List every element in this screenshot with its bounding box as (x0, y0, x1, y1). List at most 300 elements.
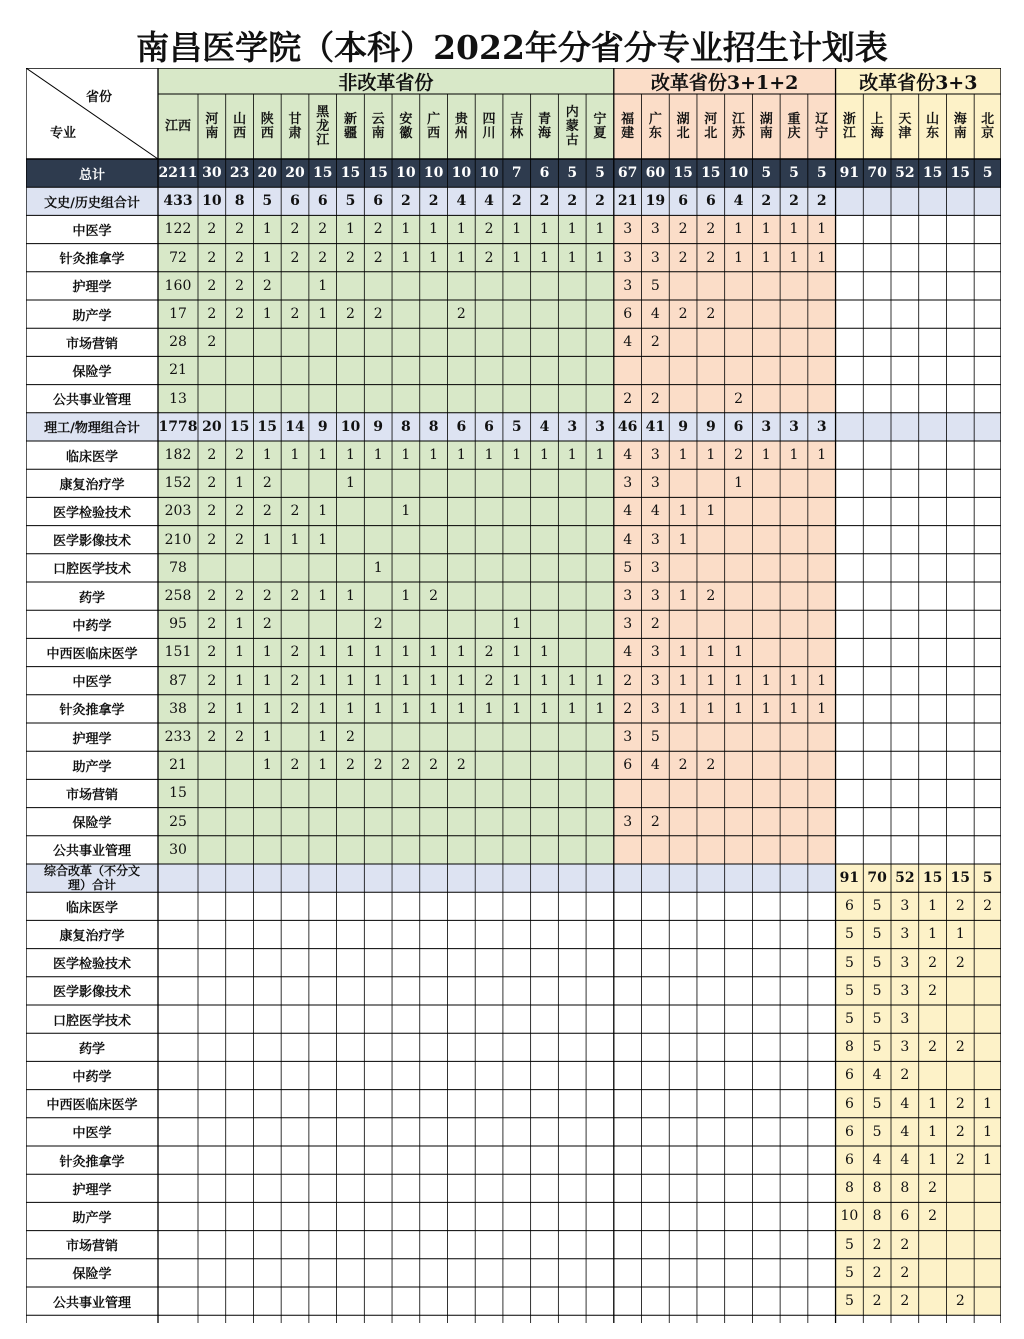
data-cell: 38 (169, 700, 187, 717)
data-cell: 1 (761, 249, 771, 266)
data-cell: 6 (373, 193, 384, 210)
data-cell: 2 (900, 1264, 910, 1281)
data-cell: 19 (645, 193, 666, 210)
data-cell: 4 (623, 531, 633, 548)
page-title: 南昌医学院（本科）2022年分省分专业招生计划表 (136, 28, 888, 67)
province-header: 河 南 (205, 111, 219, 141)
data-cell: 2 (623, 700, 633, 717)
row-label: 医学检验技术 (52, 957, 131, 973)
data-cell: 6 (844, 1095, 854, 1112)
data-cell: 3 (650, 221, 660, 238)
data-cell: 4 (900, 1152, 910, 1169)
data-cell: 10 (202, 193, 222, 210)
data-cell: 2 (290, 672, 300, 689)
data-cell: 4 (623, 447, 633, 464)
data-cell: 6 (705, 193, 716, 210)
data-cell: 4 (872, 1152, 882, 1169)
data-cell: 2 (235, 588, 245, 605)
data-cell: 3 (623, 729, 633, 746)
data-cell: 2 (207, 334, 217, 351)
data-cell: 6 (539, 165, 550, 182)
data-cell: 1 (512, 447, 522, 464)
data-cell: 2 (290, 700, 300, 717)
data-cell: 1 (789, 700, 799, 717)
data-cell: 3 (900, 1039, 910, 1056)
data-cell: 1 (678, 531, 688, 548)
data-cell: 3 (650, 672, 660, 689)
data-cell: 2 (235, 447, 245, 464)
data-cell: 5 (872, 1011, 882, 1028)
row-label: 药学 (78, 1041, 105, 1057)
data-cell: 1 (678, 700, 688, 717)
data-cell: 15 (673, 165, 693, 182)
data-cell: 6 (623, 757, 633, 774)
data-cell: 1 (678, 644, 688, 661)
data-cell: 1 (567, 221, 577, 238)
row-label: 医学检验技术 (52, 505, 131, 521)
row-label: 针灸推拿学 (59, 703, 125, 719)
data-cell: 1 (928, 926, 938, 943)
data-cell: 8 (844, 1039, 854, 1056)
data-cell: 2 (678, 757, 688, 774)
data-cell: 1 (318, 277, 328, 294)
data-cell: 6 (678, 193, 688, 210)
row-label: 助产学 (72, 759, 112, 775)
data-cell: 1 (429, 447, 439, 464)
data-cell: 2 (706, 249, 716, 266)
data-cell: 5 (872, 1039, 882, 1056)
data-cell: 15 (922, 870, 943, 887)
data-cell: 4 (650, 757, 660, 774)
data-cell: 10 (340, 418, 361, 435)
data-cell: 3 (623, 249, 633, 266)
data-cell: 2 (428, 193, 439, 210)
data-cell: 6 (844, 898, 854, 915)
data-cell: 1 (401, 644, 411, 661)
data-cell: 1 (401, 503, 411, 520)
data-cell: 2 (955, 954, 965, 971)
data-cell: 1 (456, 700, 466, 717)
data-cell: 160 (164, 277, 192, 294)
data-cell: 2 (872, 1293, 882, 1310)
data-cell: 72 (169, 249, 187, 266)
row-label: 中药学 (72, 618, 112, 634)
data-cell: 15 (340, 165, 361, 182)
data-cell: 15 (701, 165, 721, 182)
data-cell: 2 (900, 1067, 910, 1084)
row-label: 临床医学 (65, 900, 118, 916)
data-cell: 4 (484, 193, 494, 210)
data-cell: 1 (318, 306, 328, 323)
data-cell: 8 (428, 418, 439, 435)
data-cell: 1 (456, 221, 466, 238)
data-cell: 182 (164, 447, 192, 464)
row-label: 口腔医学技术 (52, 562, 131, 578)
data-cell: 25 (169, 813, 187, 830)
data-cell: 2 (955, 1039, 965, 1056)
data-cell: 2 (706, 757, 716, 774)
data-cell: 14 (285, 418, 305, 435)
data-cell: 4 (872, 1067, 882, 1084)
data-cell: 4 (650, 503, 660, 520)
province-header: 广 东 (648, 111, 662, 141)
data-cell: 5 (844, 1264, 854, 1281)
data-cell: 1 (401, 221, 411, 238)
data-cell: 2 (706, 588, 716, 605)
data-cell: 3 (650, 249, 660, 266)
data-cell: 2 (290, 644, 300, 661)
data-cell: 52 (895, 870, 915, 887)
data-cell: 1 (789, 221, 799, 238)
row-label: 护理学 (72, 731, 112, 747)
data-cell: 70 (867, 870, 887, 887)
data-cell: 15 (922, 165, 943, 182)
data-cell: 1 (373, 644, 383, 661)
data-cell: 3 (623, 616, 633, 633)
data-cell: 1 (262, 531, 272, 548)
data-cell: 2 (401, 757, 411, 774)
data-cell: 3 (650, 644, 660, 661)
row-label: 康复治疗学 (59, 477, 125, 493)
data-cell: 2 (734, 390, 743, 407)
data-cell: 1 (262, 447, 272, 464)
data-cell: 2 (207, 447, 217, 464)
data-cell: 2 (955, 1123, 965, 1140)
data-cell: 1 (345, 447, 355, 464)
row-label: 保险学 (72, 1267, 112, 1283)
data-cell: 1 (678, 588, 688, 605)
data-cell: 20 (257, 165, 278, 182)
row-label: 医学影像技术 (52, 985, 131, 1001)
data-cell: 2 (318, 221, 328, 238)
data-cell: 3 (900, 898, 910, 915)
data-cell: 2 (345, 729, 355, 746)
data-cell: 3 (816, 418, 827, 435)
data-cell: 2 (678, 306, 688, 323)
data-cell: 2 (456, 306, 466, 323)
data-cell: 2 (761, 193, 772, 210)
data-cell: 1 (567, 249, 577, 266)
data-cell: 2 (734, 447, 743, 464)
province-header: 安 徽 (399, 111, 413, 141)
data-cell: 2 (928, 954, 938, 971)
province-header: 四 川 (482, 111, 496, 141)
row-label: 市场营销 (65, 336, 118, 352)
data-cell: 1 (567, 672, 577, 689)
data-cell: 3 (789, 418, 799, 435)
data-cell: 78 (169, 559, 187, 576)
data-cell: 1 (928, 1123, 938, 1140)
data-cell: 5 (872, 982, 882, 999)
data-cell: 2211 (158, 165, 198, 182)
data-cell: 2 (345, 249, 355, 266)
province-header: 内 蒙 古 (565, 104, 579, 148)
data-cell: 6 (844, 1067, 854, 1084)
data-cell: 1 (595, 672, 605, 689)
row-label: 市场营销 (65, 1239, 118, 1255)
data-cell: 3 (650, 531, 660, 548)
province-header: 山 西 (233, 111, 247, 141)
data-cell: 3 (650, 700, 660, 717)
data-cell: 2 (650, 334, 660, 351)
row-label: 医学影像技术 (52, 534, 131, 550)
data-cell: 8 (872, 1180, 882, 1197)
province-header: 湖 北 (676, 111, 690, 141)
data-cell: 6 (733, 418, 744, 435)
data-cell: 1 (401, 447, 411, 464)
data-cell: 1 (484, 700, 494, 717)
data-cell: 2 (900, 1293, 910, 1310)
data-cell: 2 (290, 503, 300, 520)
row-label: 保险学 (72, 364, 112, 380)
data-cell: 2 (484, 221, 494, 238)
data-cell: 1 (540, 221, 549, 238)
data-cell: 2 (262, 503, 272, 520)
data-cell: 1 (456, 644, 466, 661)
data-cell: 3 (900, 1011, 910, 1028)
data-cell: 1 (401, 700, 411, 717)
data-cell: 17 (169, 306, 187, 323)
data-cell: 1 (429, 644, 439, 661)
data-cell: 2 (318, 249, 328, 266)
data-cell: 28 (169, 334, 187, 351)
data-cell: 1 (817, 672, 827, 689)
data-cell: 8 (401, 418, 411, 435)
data-cell: 1 (456, 249, 466, 266)
row-label: 中医学 (72, 675, 112, 691)
data-cell: 2 (650, 616, 660, 633)
data-cell: 2 (623, 390, 633, 407)
data-cell: 1 (789, 672, 799, 689)
data-cell: 2 (290, 306, 300, 323)
row-label: 公共事业管理 (52, 844, 131, 860)
data-cell: 46 (617, 418, 638, 435)
data-cell: 4 (623, 334, 633, 351)
data-cell: 1 (373, 559, 383, 576)
row-label: 综合改革（不分文理）合计 (43, 864, 140, 893)
data-cell: 2 (511, 193, 522, 210)
data-cell: 2 (955, 898, 965, 915)
data-cell: 4 (900, 1095, 910, 1112)
data-cell: 152 (164, 475, 192, 492)
data-cell: 9 (705, 418, 716, 435)
data-cell: 2 (872, 1236, 882, 1253)
data-cell: 2 (235, 249, 245, 266)
data-cell: 1 (401, 672, 411, 689)
data-cell: 2 (207, 249, 217, 266)
table-cells (26, 68, 1001, 1323)
data-cell: 2 (345, 757, 355, 774)
data-cell: 8 (844, 1180, 854, 1197)
data-cell: 5 (844, 926, 854, 943)
province-header: 广 西 (427, 111, 441, 141)
data-cell: 210 (164, 531, 192, 548)
data-cell: 2 (623, 672, 633, 689)
data-cell: 2 (955, 1293, 965, 1310)
data-cell: 5 (872, 1095, 882, 1112)
data-cell: 3 (650, 588, 660, 605)
data-cell: 1 (318, 672, 328, 689)
data-cell: 9 (317, 418, 328, 435)
data-cell: 1 (540, 672, 549, 689)
data-cell: 1 (235, 616, 245, 633)
data-cell: 1 (345, 644, 355, 661)
data-cell: 1 (429, 700, 439, 717)
data-cell: 1 (235, 672, 245, 689)
data-cell: 151 (164, 644, 192, 661)
data-cell: 2 (207, 672, 217, 689)
data-cell: 1 (235, 475, 245, 492)
data-cell: 4 (539, 418, 550, 435)
row-label: 中西医临床医学 (46, 646, 138, 662)
data-cell: 1 (262, 221, 272, 238)
data-cell: 2 (789, 193, 799, 210)
row-label: 助产学 (72, 1210, 112, 1226)
data-cell: 2 (955, 1152, 965, 1169)
province-header: 黑 龙 江 (316, 104, 330, 148)
data-cell: 2 (373, 616, 383, 633)
data-cell: 6 (900, 1208, 910, 1225)
data-cell: 1 (734, 672, 743, 689)
data-cell: 1 (761, 672, 771, 689)
data-cell: 8 (900, 1180, 910, 1197)
data-cell: 7 (511, 165, 522, 182)
data-cell: 30 (169, 841, 187, 858)
data-cell: 9 (373, 418, 384, 435)
data-cell: 1 (484, 447, 494, 464)
province-header: 吉 林 (510, 111, 524, 141)
data-cell: 2 (983, 898, 993, 915)
data-cell: 3 (623, 588, 633, 605)
data-cell: 95 (169, 616, 187, 633)
data-cell: 2 (678, 221, 688, 238)
data-cell: 2 (678, 249, 688, 266)
data-cell: 2 (484, 644, 494, 661)
data-cell: 1 (734, 644, 743, 661)
data-cell: 2 (900, 1236, 910, 1253)
data-cell: 1 (706, 672, 716, 689)
data-cell: 2 (207, 729, 217, 746)
data-cell: 5 (844, 1011, 854, 1028)
data-cell: 23 (229, 165, 250, 182)
data-cell: 1 (595, 249, 605, 266)
data-cell: 1 (817, 700, 827, 717)
row-label: 公共事业管理 (52, 1295, 131, 1311)
group-header-reform33: 改革省份3+3 (859, 71, 978, 94)
data-cell: 5 (816, 165, 827, 182)
data-cell: 1 (512, 616, 522, 633)
data-cell: 2 (484, 249, 494, 266)
data-cell: 1 (345, 221, 355, 238)
data-cell: 2 (290, 757, 300, 774)
data-cell: 8 (872, 1208, 882, 1225)
data-cell: 15 (950, 165, 971, 182)
row-label: 康复治疗学 (59, 928, 125, 944)
data-cell: 2 (235, 221, 245, 238)
data-cell: 3 (650, 559, 660, 576)
data-cell: 5 (844, 954, 854, 971)
province-header: 北 京 (981, 111, 995, 141)
data-cell: 3 (623, 277, 633, 294)
province-header: 青 海 (537, 111, 551, 141)
data-cell: 3 (650, 475, 660, 492)
data-cell: 15 (312, 165, 333, 182)
data-cell: 1 (678, 672, 688, 689)
data-cell: 2 (262, 475, 272, 492)
data-cell: 3 (623, 813, 633, 830)
data-cell: 2 (207, 644, 217, 661)
data-cell: 1 (345, 700, 355, 717)
data-cell: 60 (645, 165, 666, 182)
data-cell: 2 (567, 193, 578, 210)
data-cell: 1 (262, 306, 272, 323)
data-cell: 1 (373, 672, 383, 689)
data-cell: 2 (262, 277, 272, 294)
data-cell: 6 (844, 1123, 854, 1140)
data-cell: 1 (983, 1095, 993, 1112)
data-cell: 1 (262, 729, 272, 746)
province-header: 天 津 (898, 111, 912, 141)
data-cell: 2 (373, 757, 383, 774)
data-cell: 2 (595, 193, 605, 210)
data-cell: 1 (540, 447, 549, 464)
data-cell: 1 (567, 700, 577, 717)
row-label: 中西医临床医学 (46, 1098, 138, 1114)
data-cell: 5 (872, 926, 882, 943)
data-cell: 10 (423, 165, 444, 182)
group-header-nonreform: 非改革省份 (338, 71, 434, 94)
row-label: 中医学 (72, 1126, 112, 1142)
data-cell: 1 (373, 447, 383, 464)
province-header: 福 建 (621, 111, 635, 141)
data-cell: 1 (262, 700, 272, 717)
row-label: 中药学 (72, 1069, 112, 1085)
data-cell: 10 (396, 165, 416, 182)
data-cell: 2 (650, 813, 660, 830)
data-cell: 2 (345, 306, 355, 323)
data-cell: 70 (867, 165, 887, 182)
province-header: 陕 西 (260, 111, 274, 141)
data-cell: 1 (734, 221, 743, 238)
data-cell: 1 (429, 221, 439, 238)
data-cell: 5 (595, 165, 605, 182)
data-cell: 5 (844, 1236, 854, 1253)
corner-label-province: 省份 (86, 90, 113, 105)
data-cell: 2 (207, 277, 217, 294)
data-cell: 2 (290, 249, 300, 266)
data-cell: 30 (202, 165, 222, 182)
data-cell: 87 (169, 672, 187, 689)
data-cell: 6 (623, 306, 633, 323)
data-cell: 2 (872, 1264, 882, 1281)
data-cell: 3 (761, 418, 772, 435)
data-cell: 1 (345, 672, 355, 689)
data-cell: 2 (706, 221, 716, 238)
data-cell: 1 (595, 447, 605, 464)
data-cell: 1 (706, 503, 716, 520)
data-cell: 1 (928, 1095, 938, 1112)
data-cell: 2 (207, 306, 217, 323)
data-cell: 13 (169, 390, 187, 407)
data-cell: 1 (955, 926, 965, 943)
data-cell: 2 (539, 193, 550, 210)
data-cell: 1 (595, 700, 605, 717)
data-cell: 4 (456, 193, 467, 210)
data-cell: 2 (373, 221, 383, 238)
data-cell: 5 (789, 165, 799, 182)
data-cell: 5 (262, 193, 273, 210)
data-cell: 15 (950, 870, 971, 887)
